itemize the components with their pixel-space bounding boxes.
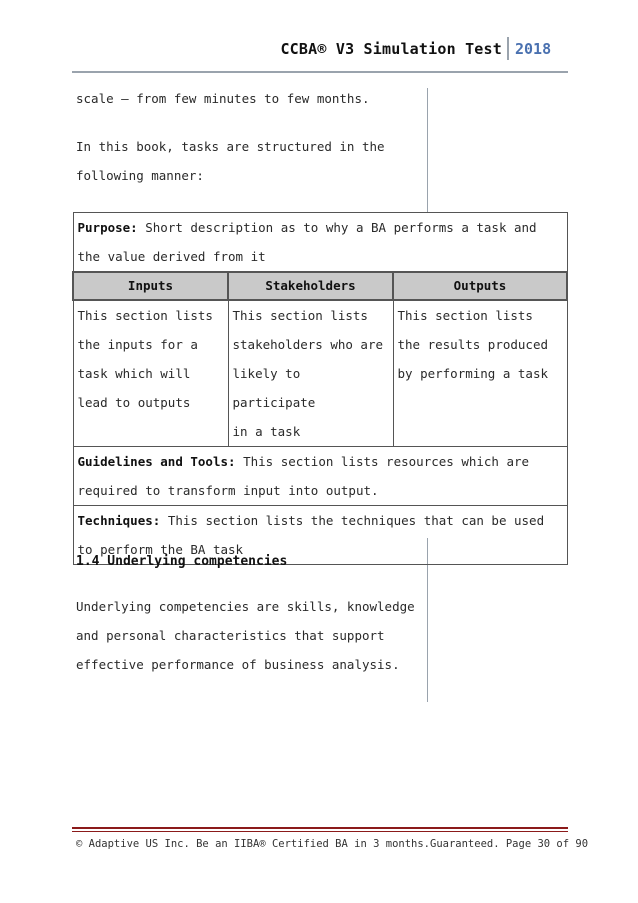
column-header-row (73, 272, 567, 300)
column-header-outputs: Outputs (393, 272, 567, 300)
header-divider (72, 71, 568, 73)
guidelines-label: Guidelines and Tools: (77, 454, 236, 469)
outputs-cell (393, 300, 567, 447)
header-year: 2018 (507, 37, 557, 60)
section-line-3: effective performance of business analysis. (76, 657, 400, 672)
stakeholders-line: likely to participate (232, 366, 316, 410)
margin-line-top (427, 88, 428, 212)
column-header-stakeholders: Stakeholders (228, 272, 393, 300)
techniques-text-1: This section lists the techniques that can be used (160, 513, 545, 528)
intro-line-2: In this book, tasks are structured in the (76, 139, 385, 154)
inputs-line: This section lists (77, 308, 213, 323)
outputs-line: the results produced (397, 337, 549, 352)
stakeholders-line: stakeholders who are (232, 337, 384, 352)
outputs-line: This section lists (397, 308, 533, 323)
stakeholders-line: This section lists (232, 308, 368, 323)
inputs-line: lead to outputs (77, 395, 191, 410)
intro-line-3: following manner: (76, 168, 204, 183)
purpose-label: Purpose: (77, 220, 138, 235)
purpose-text-1: Short description as to why a BA performs a task and (137, 220, 537, 235)
column-header-inputs: Inputs (73, 272, 228, 300)
outputs-line: by performing a task (397, 366, 549, 381)
stakeholders-line: in a task (232, 424, 301, 439)
intro-line-1: scale – from few minutes to few months. (76, 91, 370, 106)
footer-rule-thick (72, 827, 568, 829)
guidelines-cell (73, 447, 567, 506)
stakeholders-cell (228, 300, 393, 447)
purpose-text-2: the value derived from it (77, 249, 266, 264)
inputs-line: the inputs for a (77, 337, 198, 352)
guidelines-row (73, 447, 567, 506)
inputs-line: task which will (77, 366, 191, 381)
section-line-1: Underlying competencies are skills, knowledge (76, 599, 415, 614)
section-line-2: and personal characteristics that support (76, 628, 385, 643)
section-heading: 1.4 Underlying competencies (76, 554, 288, 569)
techniques-label: Techniques: (77, 513, 161, 528)
guidelines-text-2: required to transform input into output. (77, 483, 379, 498)
techniques-text-2: to perform the BA task (77, 542, 244, 557)
guidelines-text-1: This section lists resources which are (235, 454, 530, 469)
footer-text: © Adaptive US Inc. Be an IIBA® Certified BA in 3 months.Guaranteed. Page 30 of 90 (76, 838, 589, 850)
footer-rule-thin (72, 831, 568, 832)
purpose-cell (73, 213, 567, 273)
header-title: CCBA® V3 Simulation Test (280, 40, 502, 58)
description-row (73, 300, 567, 447)
purpose-row (73, 213, 567, 273)
task-structure-table (72, 212, 568, 565)
inputs-cell (73, 300, 228, 447)
